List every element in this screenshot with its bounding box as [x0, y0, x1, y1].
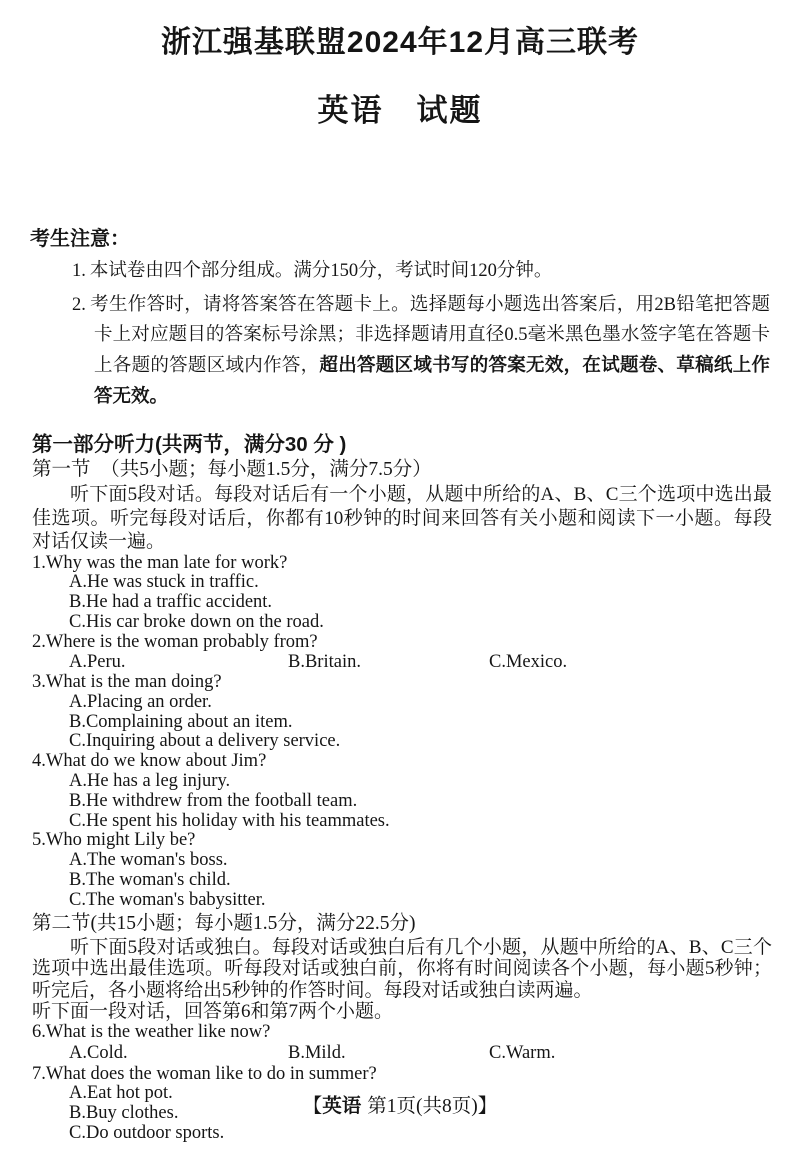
question-5-option-b: B.The woman's child.: [69, 869, 231, 890]
question-3-option-a: A.Placing an order.: [69, 691, 212, 712]
question-7-text: 7.What does the woman like to do in summer?: [32, 1063, 377, 1084]
question-6-option-c: C.Warm.: [489, 1042, 556, 1063]
question-1-option-a: A.He was stuck in traffic.: [69, 572, 259, 593]
notice-item-1-text: 本试卷由四个部分组成。满分150分，考试时间120分钟。: [89, 261, 553, 281]
question-4-option-b: B.He withdrew from the football team.: [69, 790, 358, 811]
notice-heading: 考生注意：: [30, 228, 130, 250]
notice-item-2-text: 考生作答时，请将答案答在答题卡上。选择题每小题选出答案后，用2B铅笔把答题卡上对应题目的答案标号涂黑；非选择题请用直径0.5毫米黑色墨水签字笔在答题卡上各题的答题区域内作答，: [89, 295, 770, 376]
question-5-option-a: A.The woman's boss.: [69, 850, 228, 871]
question-2-option-a: A.Peru.: [69, 652, 126, 673]
question-6-options: [32, 1043, 772, 1064]
notice-item-1-number: 1.: [72, 261, 86, 281]
question-4-option-a: A.He has a leg injury.: [69, 770, 231, 791]
exam-subtitle: 英语 试题: [317, 93, 483, 128]
section1-title: 第一节 （共5小题；每小题1.5分，满分7.5分）: [32, 459, 432, 480]
question-6-option-b: B.Mild.: [288, 1042, 346, 1063]
question-2: [32, 633, 772, 673]
notice-item-2-number: 2.: [72, 295, 86, 315]
question-6-text: 6.What is the weather like now?: [32, 1022, 271, 1043]
part1-heading: 第一部分听力(共两节，满分30 分 ): [32, 433, 347, 456]
question-2-option-b: B.Britain.: [288, 652, 361, 673]
footer-subject: 英语: [322, 1095, 362, 1117]
question-3-option-c: C.Inquiring about a delivery service.: [69, 731, 341, 752]
question-2-text: 2.Where is the woman probably from?: [32, 631, 318, 652]
footer-page-info: 第1页(共8页): [367, 1096, 478, 1117]
section1-intro: 听下面5段对话。每段对话后有一个小题，从题中所给的A、B、C三个选项中选出最佳选项。听完每段对话后，你都有10秒钟的时间来回答有关小题和阅读下一小题。每段对话仅读一遍。: [32, 484, 772, 552]
notice-item-1: [0, 256, 770, 286]
page-footer: [0, 1094, 800, 1119]
question-6: [32, 1022, 772, 1064]
question-1: [32, 554, 772, 633]
notice-item-2-bold-text: 超出答题区域书写的答案无效，在试题卷、草稿纸上作答无效。: [94, 354, 770, 406]
question-2-option-c: C.Mexico.: [489, 652, 568, 673]
question-1-option-b: B.He had a traffic accident.: [69, 592, 273, 613]
question-6-option-a: A.Cold.: [69, 1042, 128, 1063]
footer-bracket-left: 【: [302, 1096, 323, 1117]
question-4: [32, 752, 772, 831]
question-5-text: 5.Who might Lily be?: [32, 830, 196, 851]
question-5-options: [32, 851, 772, 910]
question-3: [32, 673, 772, 752]
question-4-text: 4.What do we know about Jim?: [32, 751, 267, 772]
question-1-text: 1.Why was the man late for work?: [32, 552, 288, 573]
question-4-options: [32, 772, 772, 831]
section2-intro: 听下面5段对话或独白。每段对话或独白后有几个小题，从题中所给的A、B、C三个选项中选出最佳选项。听每段对话或独白前，你将有时间阅读各个小题，每小题5秒钟；听完后，各小题将给出5秒钟的作答时间。每段对话或独白读两遍。: [32, 936, 772, 1001]
question-1-options: [32, 573, 772, 632]
question-5-option-c: C.The woman's babysitter.: [69, 889, 266, 910]
question-3-options: [32, 693, 772, 752]
section2-title: 第二节(共15小题；每小题1.5分，满分22.5分): [32, 912, 416, 934]
question-7-option-c: C.Do outdoor sports.: [69, 1123, 225, 1144]
notice-item-2: [0, 290, 770, 412]
question-3-text: 3.What is the man doing?: [32, 671, 222, 692]
question-4-option-c: C.He spent his holiday with his teammates.: [69, 810, 390, 831]
part1-listening: [0, 432, 800, 1144]
question-2-options: [32, 652, 772, 673]
question-7-option-b: B.Buy clothes.: [69, 1103, 179, 1124]
question-7-option-a: A.Eat hot pot.: [69, 1083, 173, 1104]
question-3-option-b: B.Complaining about an item.: [69, 711, 293, 732]
section2-lead: 听下面一段对话，回答第6和第7两个小题。: [32, 1001, 394, 1023]
question-5: [32, 831, 772, 910]
exam-title: 浙江强基联盟2024年12月高三联考: [160, 26, 640, 59]
footer-bracket-right: 】: [477, 1096, 498, 1117]
question-1-option-c: C.His car broke down on the road.: [69, 611, 324, 632]
notice-section: [0, 226, 800, 412]
